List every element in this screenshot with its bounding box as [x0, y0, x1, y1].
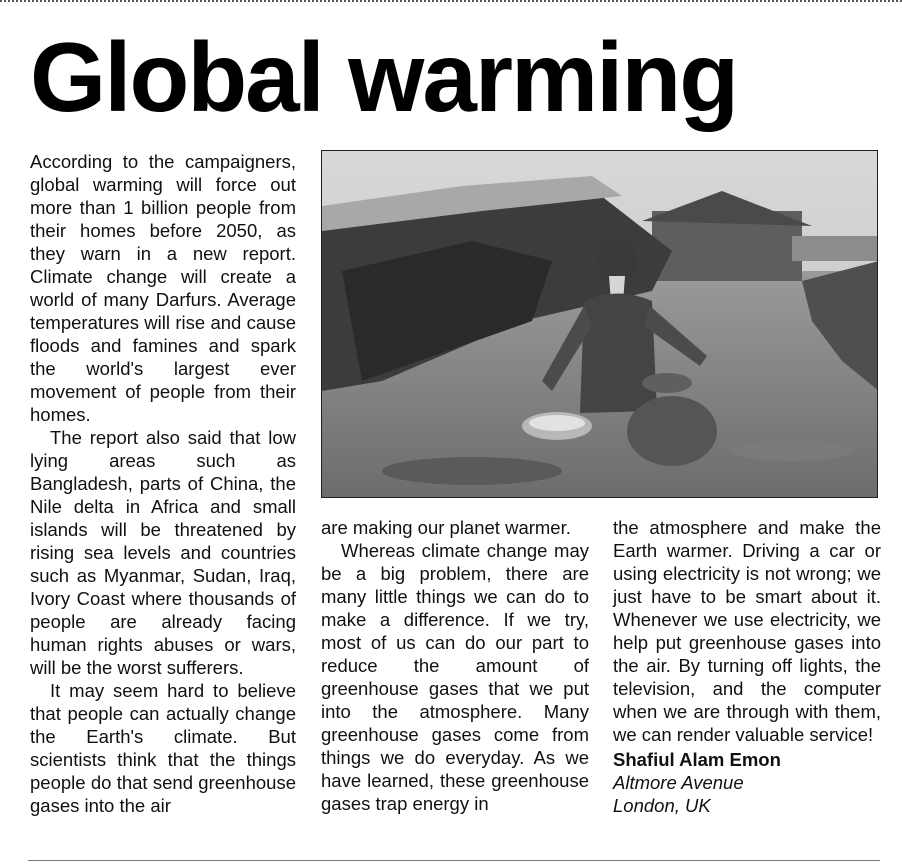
article-paragraph-4: Whereas climate change may be a big problem, there are many little things we can do to make a difference. If we try, most of us can do our part to reduce the amount of greenhouse gases that we put into the atmosphere. Many greenhouse gases come from things we do everyday. As we have learned, these greenhouse gases trap energy in — [321, 540, 589, 814]
article-column-3 — [613, 516, 881, 817]
top-dotted-rule — [0, 0, 902, 2]
author-location-city: London, UK — [613, 795, 711, 816]
flood-photo — [321, 150, 878, 498]
bottom-rule — [28, 860, 880, 861]
article-column-2 — [321, 516, 589, 815]
article-column-1 — [30, 150, 296, 817]
author-name: Shafiul Alam Emon — [613, 749, 781, 770]
article-paragraph-4-continued: the atmosphere and make the Earth warmer. Driving a car or using electricity is not wrong; we just have to be smart about it. Whenever we use electricity, we help put greenhouse gases into the air. By turning off lights, the television, and the computer when we are through with them, we can render valuable service! — [613, 517, 881, 745]
article-paragraph-3-continued: are making our planet warmer. — [321, 517, 571, 538]
article-paragraph-1: According to the campaigners, global warming will force out more than 1 billion people from their homes before 2050, as they warn in a new report. Climate change will create a world of many Darfurs. Average temperatures will rise and cause floods and famines and spark the world's largest ever movement of people from their homes. — [30, 151, 296, 425]
article-paragraph-2: The report also said that low lying areas such as Bangladesh, parts of China, the Nile delta in Africa and small islands will be threatened by rising sea levels and countries such as Myanmar, Sudan, Iraq, Ivory Coast where thousands of people are already facing human rights abuses or wars, will be the worst sufferers. — [30, 427, 296, 678]
author-location-street: Altmore Avenue — [613, 772, 744, 793]
headline: Global warming — [30, 22, 738, 132]
article-paragraph-3: It may seem hard to believe that people can actually change the Earth's climate. But scientists think that the things people do that send greenhouse gases into the air — [30, 680, 296, 816]
